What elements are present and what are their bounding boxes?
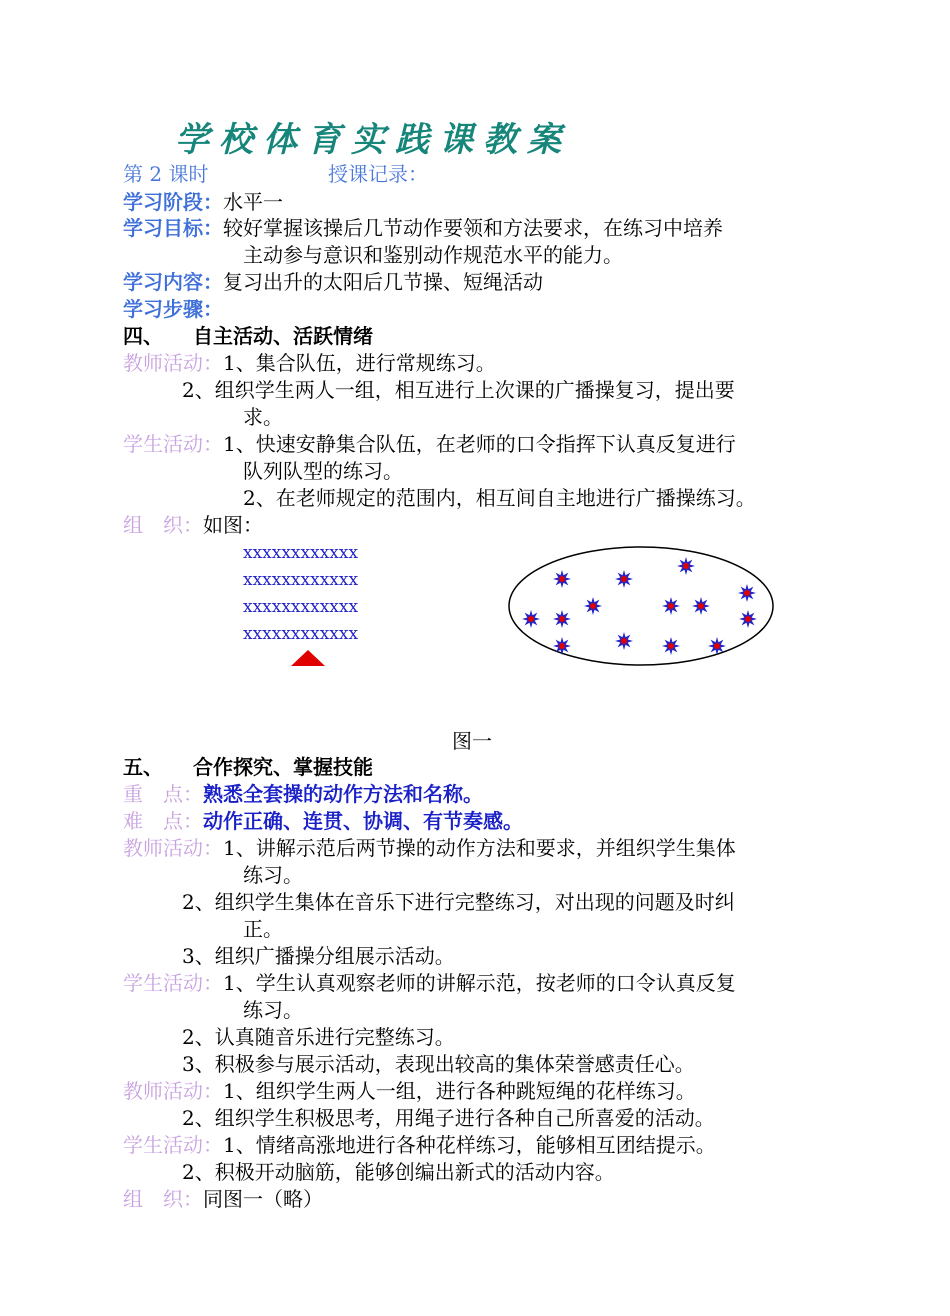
s4-teacher-row-1 bbox=[123, 350, 496, 376]
s4-teacher-item-2b: 求。 bbox=[243, 405, 283, 429]
s4-student-item-1a: 1、快速安静集合队伍，在老师的口令指挥下认真反复进行 bbox=[223, 432, 736, 456]
goal-label: 学习目标： bbox=[123, 216, 223, 240]
student-star-icon bbox=[739, 610, 757, 628]
s5-teacher2-item-1: 1、组织学生两人一组，进行各种跳短绳的花样练习。 bbox=[223, 1079, 696, 1103]
lesson-number bbox=[123, 161, 208, 187]
s4-student-label: 学生活动： bbox=[123, 432, 223, 456]
formation-row-3: xxxxxxxxxxxx bbox=[243, 597, 359, 617]
content-label: 学习内容： bbox=[123, 270, 223, 294]
difficulty-row bbox=[123, 808, 523, 834]
s5-teacher-item-3: 3、组织广播操分组展示活动。 bbox=[182, 944, 455, 968]
s5-teacher-item-1b: 练习。 bbox=[243, 863, 303, 887]
s5-student-label: 学生活动： bbox=[123, 971, 223, 995]
section5-title: 合作探究、掌握技能 bbox=[193, 755, 373, 779]
key-point-row bbox=[123, 781, 483, 807]
activity-field-diagram bbox=[505, 545, 777, 670]
stage-value: 水平一 bbox=[223, 190, 283, 214]
teacher-triangle-icon bbox=[288, 648, 328, 668]
s5-teacher-item-1a: 1、讲解示范后两节操的动作方法和要求，并组织学生集体 bbox=[223, 836, 736, 860]
s5-student2-label: 学生活动： bbox=[123, 1133, 223, 1157]
s4-teacher-item-1: 1、集合队伍，进行常规练习。 bbox=[223, 351, 496, 375]
student-star-icon bbox=[553, 610, 571, 628]
key-point-value: 熟悉全套操的动作方法和名称。 bbox=[203, 782, 483, 806]
key-point-label: 重 点： bbox=[123, 782, 203, 806]
s4-teacher-item-2a: 2、组织学生两人一组，相互进行上次课的广播操复习，提出要 bbox=[182, 378, 735, 402]
formation-row-2: xxxxxxxxxxxx bbox=[243, 570, 359, 590]
s5-student2-item-2: 2、积极开动脑筋，能够创编出新式的活动内容。 bbox=[182, 1160, 615, 1184]
s4-org-row bbox=[123, 512, 263, 538]
s5-org-row bbox=[123, 1186, 323, 1212]
student-star-icon bbox=[662, 637, 680, 655]
student-star-icon bbox=[692, 597, 710, 615]
s5-student2-row-1 bbox=[123, 1132, 716, 1158]
student-star-icon bbox=[553, 637, 571, 655]
s5-teacher-row-1 bbox=[123, 835, 736, 861]
student-star-icon bbox=[677, 557, 695, 575]
student-star-icon bbox=[738, 584, 756, 602]
section4-number: 四、 bbox=[123, 324, 163, 348]
s5-student-row-1 bbox=[123, 970, 736, 996]
s5-teacher-label: 教师活动： bbox=[123, 836, 223, 860]
s4-org-label: 组 织： bbox=[123, 513, 203, 537]
goal-line-2: 主动参与意识和鉴别动作规范水平的能力。 bbox=[243, 243, 623, 267]
s5-teacher2-row-1 bbox=[123, 1078, 696, 1104]
steps-label: 学习步骤： bbox=[123, 297, 223, 321]
content-row bbox=[123, 269, 543, 295]
steps-row bbox=[123, 296, 223, 322]
stage-label: 学习阶段： bbox=[123, 190, 223, 214]
s5-student2-item-1: 1、情绪高涨地进行各种花样练习，能够相互团结提示。 bbox=[223, 1133, 716, 1157]
s4-org-value: 如图： bbox=[203, 513, 263, 537]
student-star-icon bbox=[584, 597, 602, 615]
student-star-icon bbox=[662, 597, 680, 615]
document-title: 学校体育实践课教案 bbox=[175, 120, 571, 160]
s5-teacher2-item-2: 2、组织学生积极思考，用绳子进行各种自己所喜爱的活动。 bbox=[182, 1106, 715, 1130]
lesson-count: 第 2 课时 bbox=[123, 162, 209, 186]
content-value: 复习出升的太阳后几节操、短绳活动 bbox=[223, 270, 543, 294]
s5-teacher-item-2a: 2、组织学生集体在音乐下进行完整练习，对出现的问题及时纠 bbox=[182, 890, 735, 914]
section4-title: 自主活动、活跃情绪 bbox=[193, 324, 373, 348]
student-star-icon bbox=[708, 637, 726, 655]
section5-heading bbox=[123, 754, 373, 780]
s5-org-label: 组 织： bbox=[123, 1187, 203, 1211]
s5-student-item-3: 3、积极参与展示活动，表现出较高的集体荣誉感责任心。 bbox=[182, 1052, 695, 1076]
s5-teacher-item-2b: 正。 bbox=[243, 917, 283, 941]
field-ellipse bbox=[509, 547, 773, 665]
s4-student-item-2: 2、在老师规定的范围内，相互间自主地进行广播操练习。 bbox=[243, 486, 756, 510]
record-label-text: 授课记录： bbox=[328, 162, 428, 186]
s5-student-item-1a: 1、学生认真观察老师的讲解示范，按老师的口令认真反复 bbox=[223, 971, 736, 995]
s5-teacher2-label: 教师活动： bbox=[123, 1079, 223, 1103]
s5-student-item-1b: 练习。 bbox=[243, 998, 303, 1022]
s4-student-row-1 bbox=[123, 431, 736, 457]
figure-caption: 图一 bbox=[452, 729, 492, 753]
difficulty-value: 动作正确、连贯、协调、有节奏感。 bbox=[203, 809, 523, 833]
formation-row-1: xxxxxxxxxxxx bbox=[243, 543, 359, 563]
s4-teacher-label: 教师活动： bbox=[123, 351, 223, 375]
goal-line-1: 较好掌握该操后几节动作要领和方法要求，在练习中培养 bbox=[223, 216, 723, 240]
s5-student-item-2: 2、认真随音乐进行完整练习。 bbox=[182, 1025, 455, 1049]
difficulty-label: 难 点： bbox=[123, 809, 203, 833]
student-star-icon bbox=[615, 570, 633, 588]
formation-row-4: xxxxxxxxxxxx bbox=[243, 624, 359, 644]
section4-heading bbox=[123, 323, 373, 349]
s4-student-item-1b: 队列队型的练习。 bbox=[243, 459, 403, 483]
student-star-icon bbox=[522, 610, 540, 628]
goal-row bbox=[123, 215, 723, 241]
s5-org-value: 同图一（略） bbox=[203, 1187, 323, 1211]
student-star-icon bbox=[553, 570, 571, 588]
record-label bbox=[328, 161, 428, 187]
student-star-icon bbox=[615, 632, 633, 650]
section5-number: 五、 bbox=[123, 755, 163, 779]
stage-row bbox=[123, 189, 283, 215]
